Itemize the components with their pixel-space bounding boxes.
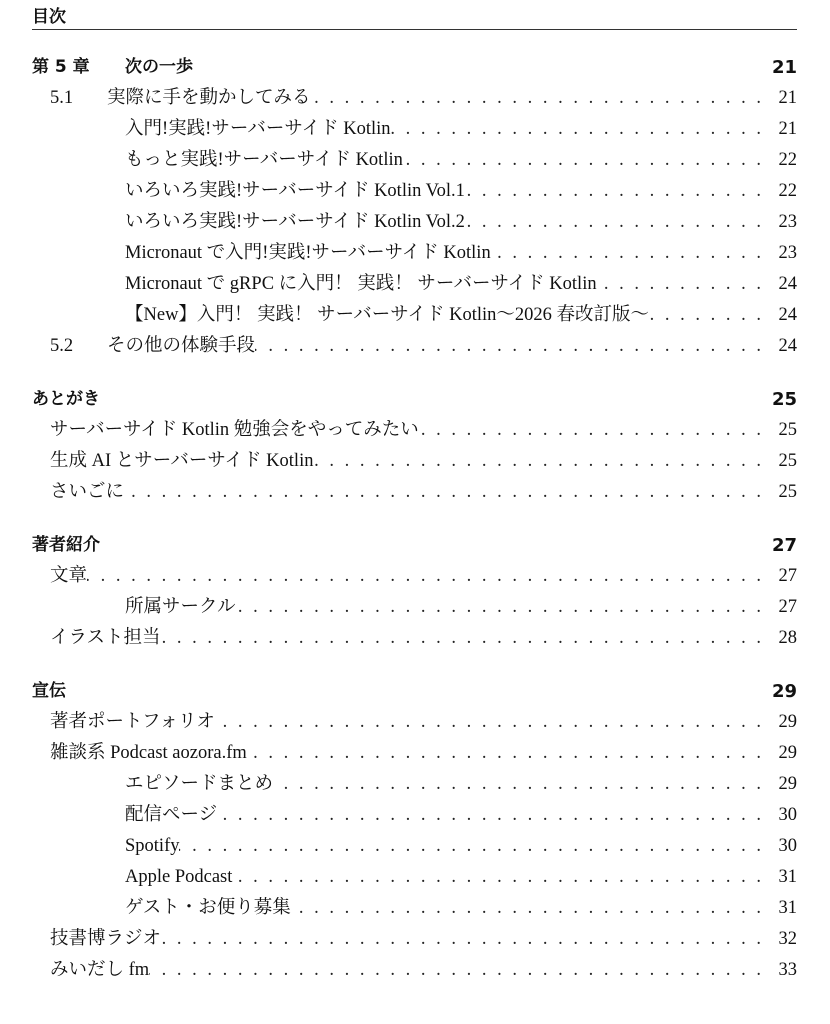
entry-title: もっと実践!サーバーサイド Kotlin <box>125 150 403 170</box>
entry-title: 雑談系 Podcast aozora.fm <box>50 743 247 763</box>
entry-title: ゲスト・お便り募集 <box>125 898 291 918</box>
entry-title: Apple Podcast <box>125 867 233 887</box>
entry-page-number: 22 <box>778 150 797 170</box>
toc-entry[interactable] <box>32 415 797 446</box>
toc-section <box>32 530 797 654</box>
toc-chapter-heading[interactable] <box>32 52 797 83</box>
entry-title: イラスト担当 <box>50 628 161 648</box>
entry-page-number: 30 <box>778 805 797 825</box>
dot-leader <box>649 300 761 331</box>
entry-page-number: 33 <box>778 960 797 980</box>
toc-entry[interactable] <box>32 269 797 300</box>
toc-entry[interactable] <box>32 707 797 738</box>
dot-leader <box>179 831 761 862</box>
dot-leader <box>235 592 761 623</box>
entry-page-number: 23 <box>778 212 797 232</box>
entry-page-number: 23 <box>778 243 797 263</box>
dot-leader <box>313 446 761 477</box>
entry-title: 文章 <box>50 566 88 586</box>
dot-leader <box>161 924 761 955</box>
toc-section <box>32 384 797 508</box>
toc-entry[interactable] <box>32 738 797 769</box>
toc-entry[interactable] <box>32 238 797 269</box>
chapter-title: 宣伝 <box>32 681 66 701</box>
dot-leader <box>465 207 761 238</box>
dot-leader <box>87 561 761 592</box>
toc-entry[interactable] <box>32 207 797 238</box>
entry-title: 【New】入門！ 実践！ サーバーサイド Kotlin〜2026 春改訂版〜 <box>125 305 649 325</box>
table-of-contents <box>32 52 797 1008</box>
entry-title: 配信ページ <box>125 805 218 825</box>
entry-page-number: 28 <box>778 628 797 648</box>
entry-page-number: 21 <box>778 119 797 139</box>
dot-leader <box>255 331 761 362</box>
entry-page-number: 24 <box>778 336 797 356</box>
entry-title: さいごに <box>50 482 125 502</box>
chapter-number: 第 5 章 <box>32 57 90 77</box>
toc-entry[interactable] <box>32 561 797 592</box>
dot-leader <box>232 862 761 893</box>
dot-leader <box>217 800 761 831</box>
toc-entry[interactable] <box>32 592 797 623</box>
dot-leader <box>419 415 761 446</box>
dot-leader <box>491 238 761 269</box>
entry-title: Spotify <box>125 836 180 856</box>
dot-leader <box>160 623 761 654</box>
toc-title: 目次 <box>32 6 797 30</box>
chapter-title: 著者紹介 <box>32 535 100 555</box>
dot-leader <box>465 176 761 207</box>
entry-page-number: 27 <box>778 597 797 617</box>
section-number: 5.2 <box>50 336 74 356</box>
entry-title: エピソードまとめ <box>125 774 274 794</box>
entry-title: 実際に手を動かしてみる <box>107 88 311 108</box>
entry-page-number: 25 <box>778 451 797 471</box>
entry-page-number: 25 <box>778 482 797 502</box>
entry-title: Micronaut で gRPC に入門！ 実践！ サーバーサイド Kotlin <box>125 274 597 294</box>
toc-entry[interactable] <box>32 176 797 207</box>
toc-entry[interactable] <box>32 300 797 331</box>
toc-entry[interactable] <box>32 477 797 508</box>
entry-page-number: 29 <box>778 712 797 732</box>
toc-entry[interactable] <box>32 331 797 362</box>
entry-title: 著者ポートフォリオ <box>50 712 215 732</box>
entry-title: その他の体験手段 <box>107 336 256 356</box>
entry-title: 生成 AI とサーバーサイド Kotlin <box>50 451 314 471</box>
chapter-title: あとがき <box>32 389 100 409</box>
toc-entry[interactable] <box>32 924 797 955</box>
dot-leader <box>403 145 761 176</box>
toc-chapter-heading[interactable] <box>32 384 797 415</box>
entry-page-number: 24 <box>778 305 797 325</box>
toc-entry[interactable] <box>32 623 797 654</box>
entry-title: Micronaut で入門!実践!サーバーサイド Kotlin <box>125 243 491 263</box>
toc-section <box>32 676 797 986</box>
entry-page-number: 21 <box>778 88 797 108</box>
chapter-page-number: 21 <box>771 57 797 78</box>
entry-page-number: 30 <box>778 836 797 856</box>
dot-leader <box>149 955 761 986</box>
dot-leader <box>124 477 761 508</box>
toc-entry[interactable] <box>32 114 797 145</box>
toc-chapter-heading[interactable] <box>32 676 797 707</box>
entry-title: サーバーサイド Kotlin 勉強会をやってみたい <box>50 420 419 440</box>
entry-title: いろいろ実践!サーバーサイド Kotlin Vol.2 <box>125 212 465 232</box>
toc-entry[interactable] <box>32 955 797 986</box>
entry-page-number: 31 <box>778 898 797 918</box>
entry-page-number: 22 <box>778 181 797 201</box>
entry-title: みいだし fm <box>50 960 150 980</box>
toc-entry[interactable] <box>32 446 797 477</box>
toc-entry[interactable] <box>32 769 797 800</box>
toc-entry[interactable] <box>32 83 797 114</box>
dot-leader <box>597 269 761 300</box>
entry-page-number: 29 <box>778 743 797 763</box>
dot-leader <box>215 707 761 738</box>
entry-title: 入門!実践!サーバーサイド Kotlin <box>125 119 391 139</box>
toc-entry[interactable] <box>32 831 797 862</box>
toc-entry[interactable] <box>32 145 797 176</box>
dot-leader <box>273 769 761 800</box>
entry-title: 所属サークル <box>125 597 236 617</box>
entry-page-number: 31 <box>778 867 797 887</box>
entry-title: 技書博ラジオ <box>50 929 162 949</box>
entry-page-number: 29 <box>778 774 797 794</box>
entry-page-number: 24 <box>778 274 797 294</box>
section-number: 5.1 <box>50 88 74 108</box>
chapter-page-number: 25 <box>771 389 797 410</box>
toc-entry[interactable] <box>32 862 797 893</box>
entry-title: いろいろ実践!サーバーサイド Kotlin Vol.1 <box>125 181 465 201</box>
entry-page-number: 32 <box>778 929 797 949</box>
toc-entry[interactable] <box>32 800 797 831</box>
entry-page-number: 25 <box>778 420 797 440</box>
toc-chapter-heading[interactable] <box>32 530 797 561</box>
chapter-page-number: 29 <box>771 681 797 702</box>
toc-entry[interactable] <box>32 893 797 924</box>
dot-leader <box>247 738 761 769</box>
dot-leader <box>311 83 761 114</box>
dot-leader <box>291 893 761 924</box>
toc-section <box>32 52 797 362</box>
chapter-title: 次の一歩 <box>125 57 193 77</box>
dot-leader <box>391 114 761 145</box>
entry-page-number: 27 <box>778 566 797 586</box>
chapter-page-number: 27 <box>771 535 797 556</box>
